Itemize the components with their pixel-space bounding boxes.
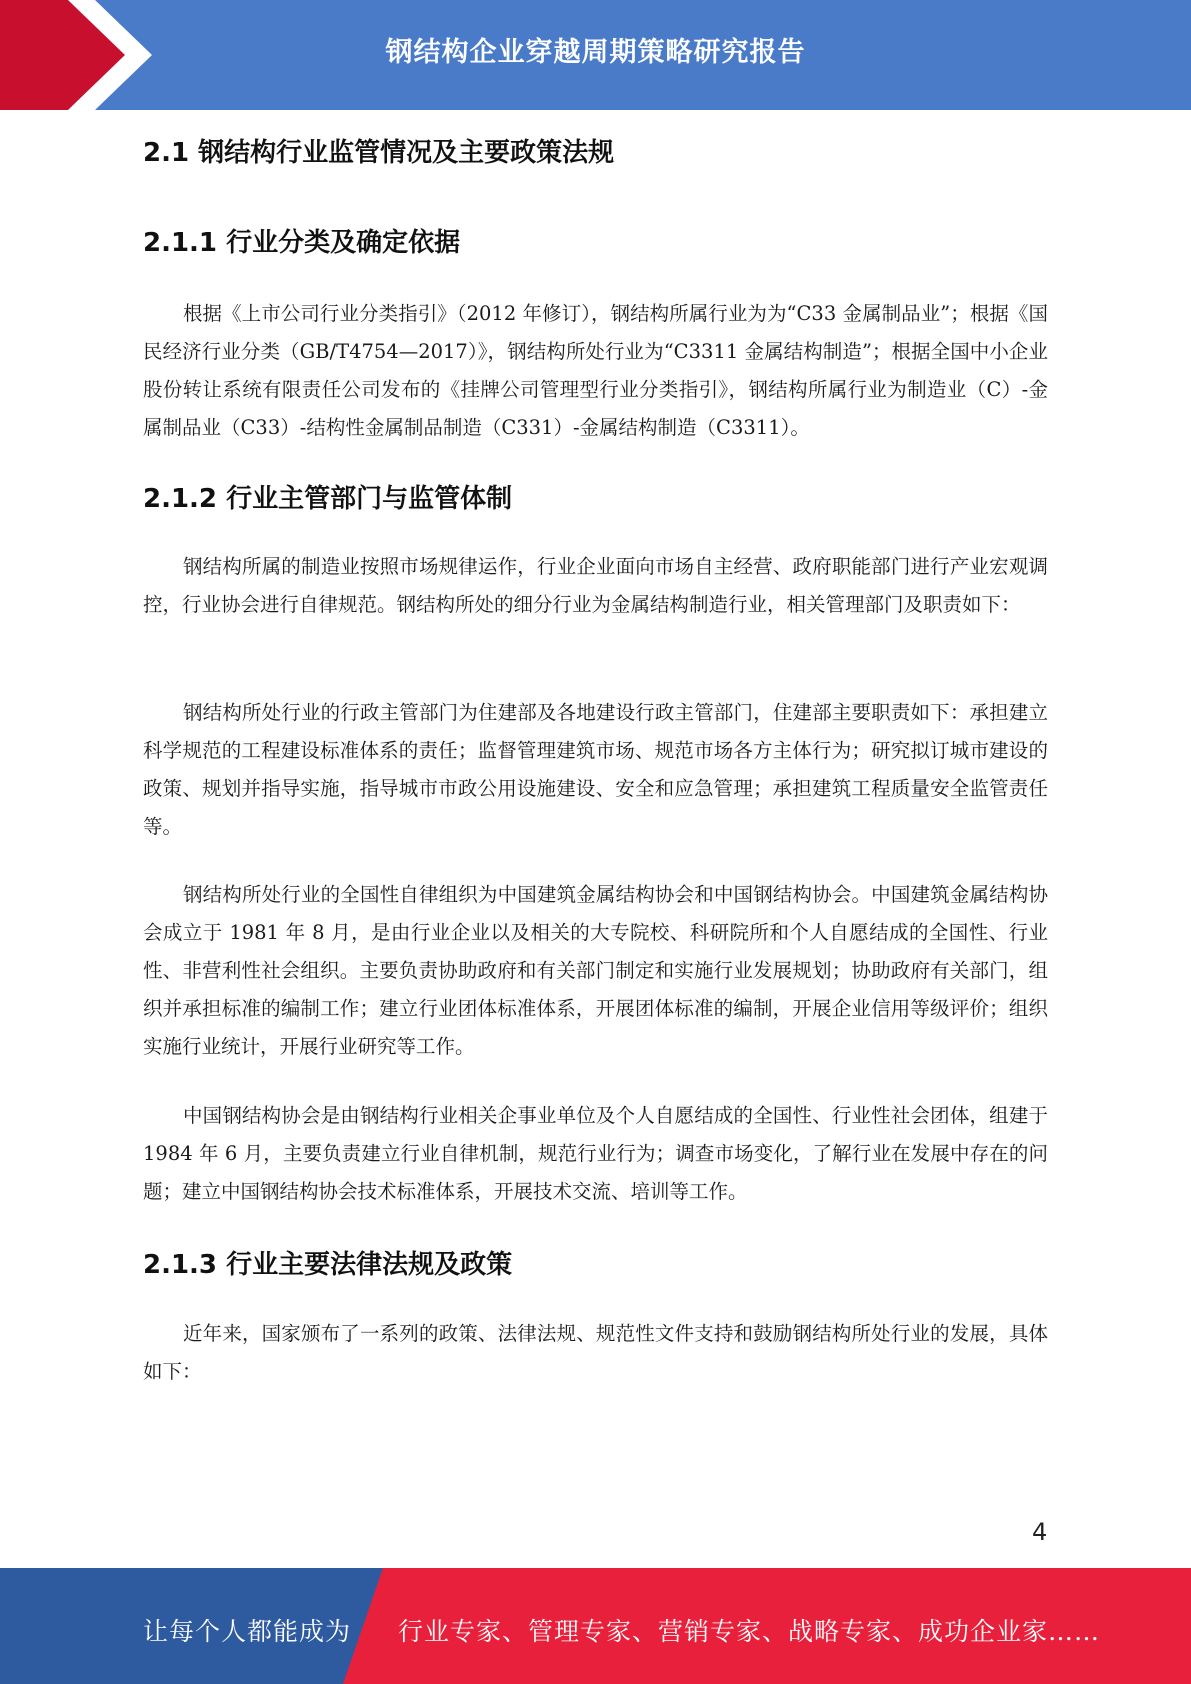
header-title: 钢结构企业穿越周期策略研究报告	[385, 37, 806, 68]
paragraph: 钢结构所属的制造业按照市场规律运作，行业企业面向市场自主经营、政府职能部门进行产业宏观调控，行业协会进行自律规范。钢结构所处的细分行业为金属结构制造行业，相关管理部门及职责如下：	[143, 555, 1048, 616]
paragraph: 近年来，国家颁布了一系列的政策、法律法规、规范性文件支持和鼓励钢结构所处行业的发展，具体如下：	[143, 1322, 1048, 1383]
paragraph: 钢结构所处行业的全国性自律组织为中国建筑金属结构协会和中国钢结构协会。中国建筑金属结构协会成立于 1981 年 8 月，是由行业企业以及相关的大专院校、科研院所和个人自愿结成的全国性、行业性、非营利性社会组织。主要负责协助政府和有关部门制定和实施行业发展规划；协助政府有关部门，组织并承担标准的编制工作；建立行业团体标准体系，开展团体标准的编制，开展企业信用等级评价；组织实施行业统计，开展行业研究等工作。	[143, 883, 1048, 1058]
footer-slogan-right: 行业专家、管理专家、营销专家、战略专家、成功企业家……	[398, 1617, 1101, 1646]
section-heading-2-1-1: 2.1.1 行业分类及确定依据	[143, 228, 461, 258]
section-heading-2-1: 2.1 钢结构行业监管情况及主要政策法规	[143, 138, 615, 168]
page-header	[0, 0, 1191, 110]
page-footer	[0, 1568, 1191, 1684]
section-heading-2-1-2: 2.1.2 行业主管部门与监管体制	[143, 484, 513, 514]
section-heading-2-1-3: 2.1.3 行业主要法律法规及政策	[143, 1250, 513, 1280]
footer-slogan-left: 让每个人都能成为	[143, 1617, 352, 1646]
paragraph: 根据《上市公司行业分类指引》（2012 年修订），钢结构所属行业为为“C33 金属制品业”；根据《国民经济行业分类（GB/T4754—2017）》，钢结构所处行业为“C3311 金属结构制造”；根据全国中小企业股份转让系统有限责任公司发布的《挂牌公司管理型行业分类指引》，钢结构所属行业为制造业（C）-金属制品业（C33）-结构性金属制品制造（C331）-金属结构制造（C3311）。	[143, 302, 1048, 439]
paragraph: 钢结构所处行业的行政主管部门为住建部及各地建设行政主管部门，住建部主要职责如下：承担建立科学规范的工程建设标准体系的责任；监督管理建筑市场、规范市场各方主体行为；研究拟订城市建设的政策、规划并指导实施，指导城市市政公用设施建设、安全和应急管理；承担建筑工程质量安全监管责任等。	[143, 701, 1048, 838]
paragraph: 中国钢结构协会是由钢结构行业相关企事业单位及个人自愿结成的全国性、行业性社会团体，组建于 1984 年 6 月，主要负责建立行业自律机制，规范行业行为；调查市场变化，了解行业在发展中存在的问题；建立中国钢结构协会技术标准体系，开展技术交流、培训等工作。	[143, 1104, 1048, 1203]
page-number: 4	[1032, 1518, 1048, 1546]
